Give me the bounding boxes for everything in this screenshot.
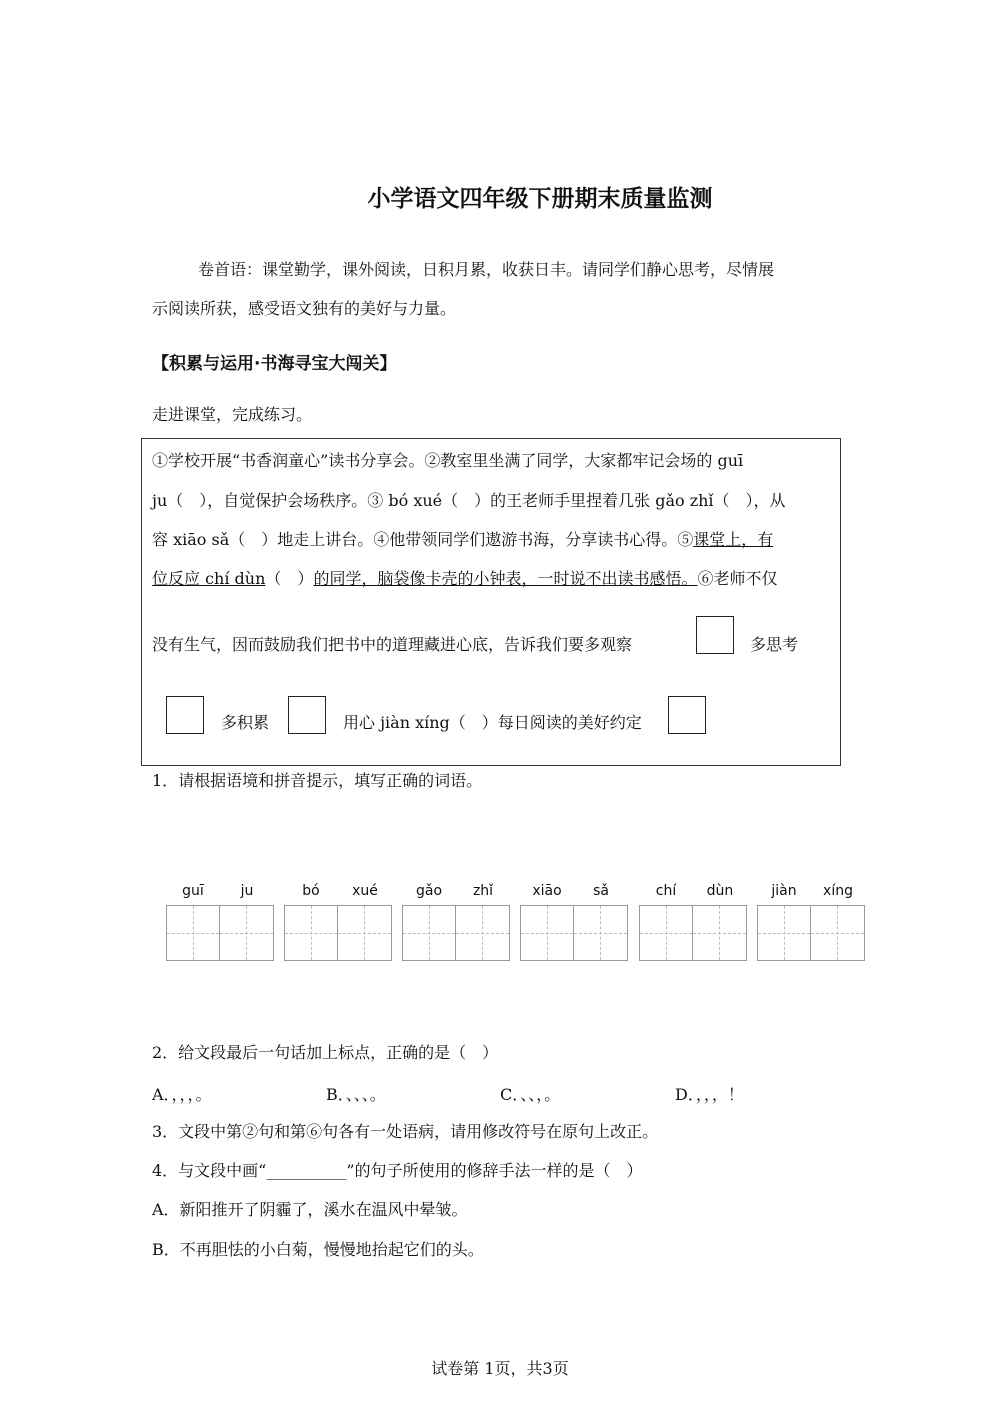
q2-option-c[interactable]: C．、、，。: [500, 1085, 561, 1104]
writing-cell[interactable]: [456, 906, 509, 960]
passage-line-5a: 没有生气，因而鼓励我们把书中的道理藏进心底，告诉我们要多观察: [152, 635, 633, 654]
passage-line-6a: 多积累: [221, 713, 270, 732]
pinyin-label: xiāo: [532, 883, 562, 899]
pinyin-label: dùn: [706, 883, 734, 899]
writing-cell[interactable]: [693, 906, 746, 960]
pinyin-label: xué: [352, 883, 378, 899]
section-title: 【积累与运用·书海寻宝大闯关】: [152, 354, 397, 374]
punctuation-box-1[interactable]: [696, 616, 734, 654]
pinyin-label: ju: [240, 883, 254, 899]
pinyin-label: chí: [655, 883, 677, 899]
q4-option-a[interactable]: A．新阳推开了阴霾了，溪水在温风中晕皱。: [152, 1200, 468, 1219]
pinyin-label: gǎo: [415, 883, 443, 899]
passage-line-4: [152, 568, 777, 590]
page-title: 小学语文四年级下册期末质量监测: [367, 186, 713, 212]
passage-line-6b: 用心 jiàn xíng（ ）每日阅读的美好约定: [343, 713, 642, 732]
writing-grid: [520, 905, 628, 961]
pinyin-label: bó: [302, 883, 320, 899]
writing-grid: [639, 905, 747, 961]
punctuation-box-3[interactable]: [288, 696, 326, 734]
passage-line-4-end: ⑥老师不仅: [697, 569, 778, 588]
writing-grid: [166, 905, 274, 961]
page-footer: 试卷第 1页，共3页: [431, 1359, 569, 1378]
q2-option-b[interactable]: B．、、、。: [326, 1085, 386, 1104]
writing-cell[interactable]: [167, 906, 220, 960]
pinyin-label: guī: [182, 883, 204, 899]
passage-line-1: ①学校开展“书香润童心”读书分享会。②教室里坐满了同学，大家都牢记会场的 guī: [152, 451, 744, 470]
underlined-sentence-start: 课堂上，有: [693, 530, 774, 549]
writing-cell[interactable]: [285, 906, 338, 960]
writing-cell[interactable]: [574, 906, 627, 960]
punctuation-box-4[interactable]: [668, 696, 706, 734]
passage-line-3: [152, 529, 773, 551]
pinyin-label: xíng: [823, 883, 853, 899]
underlined-sentence-part-2: 的同学，脑袋像卡壳的小钟表，一时说不出读书感悟。: [313, 569, 698, 588]
question-2: 2．给文段最后一句话加上标点，正确的是（ ）: [152, 1043, 499, 1062]
writing-grid: [757, 905, 865, 961]
writing-grid: [284, 905, 392, 961]
passage-line-2: ju（ ），自觉保护会场秩序。③ bó xué（ ）的王老师手里捏着几张 gǎo zhǐ（ ），从: [152, 491, 786, 510]
writing-cell[interactable]: [220, 906, 273, 960]
question-4: 4．与文段中画“__________”的句子所使用的修辞手法一样的是（ ）: [152, 1161, 643, 1180]
passage-line-3-text: 容 xiāo sǎ（ ）地走上讲台。④他带领同学们遨游书海，分享读书心得。⑤: [152, 530, 694, 549]
writing-cell[interactable]: [521, 906, 574, 960]
intro-line-1: 卷首语：课堂勤学，课外阅读，日积月累，收获日丰。请同学们静心思考，尽情展: [198, 260, 775, 279]
writing-cell[interactable]: [640, 906, 693, 960]
writing-cell[interactable]: [403, 906, 456, 960]
pinyin-label: zhǐ: [472, 883, 494, 899]
pinyin-label: sǎ: [593, 883, 609, 899]
pinyin-label: jiàn: [771, 883, 797, 899]
passage-line-5b: 多思考: [750, 635, 799, 654]
writing-grid: [402, 905, 510, 961]
punctuation-box-2[interactable]: [166, 696, 204, 734]
intro-line-2: 示阅读所获，感受语文独有的美好与力量。: [152, 299, 457, 318]
instruction-text: 走进课堂，完成练习。: [152, 405, 313, 424]
q2-option-d[interactable]: D．，，，！: [675, 1085, 744, 1104]
q2-option-a[interactable]: A．，，，。: [152, 1085, 212, 1104]
writing-cell[interactable]: [811, 906, 864, 960]
question-3: 3．文段中第②句和第⑥句各有一处语病，请用修改符号在原句上改正。: [152, 1122, 659, 1141]
q4-option-b[interactable]: B．不再胆怯的小白菊，慢慢地抬起它们的头。: [152, 1240, 484, 1259]
writing-cell[interactable]: [338, 906, 391, 960]
underlined-sentence-part-1: 位反应 chí dùn: [152, 569, 266, 588]
blank-paren: （ ）: [265, 569, 314, 588]
writing-cell[interactable]: [758, 906, 811, 960]
question-1: 1．请根据语境和拼音提示，填写正确的词语。: [152, 771, 483, 790]
